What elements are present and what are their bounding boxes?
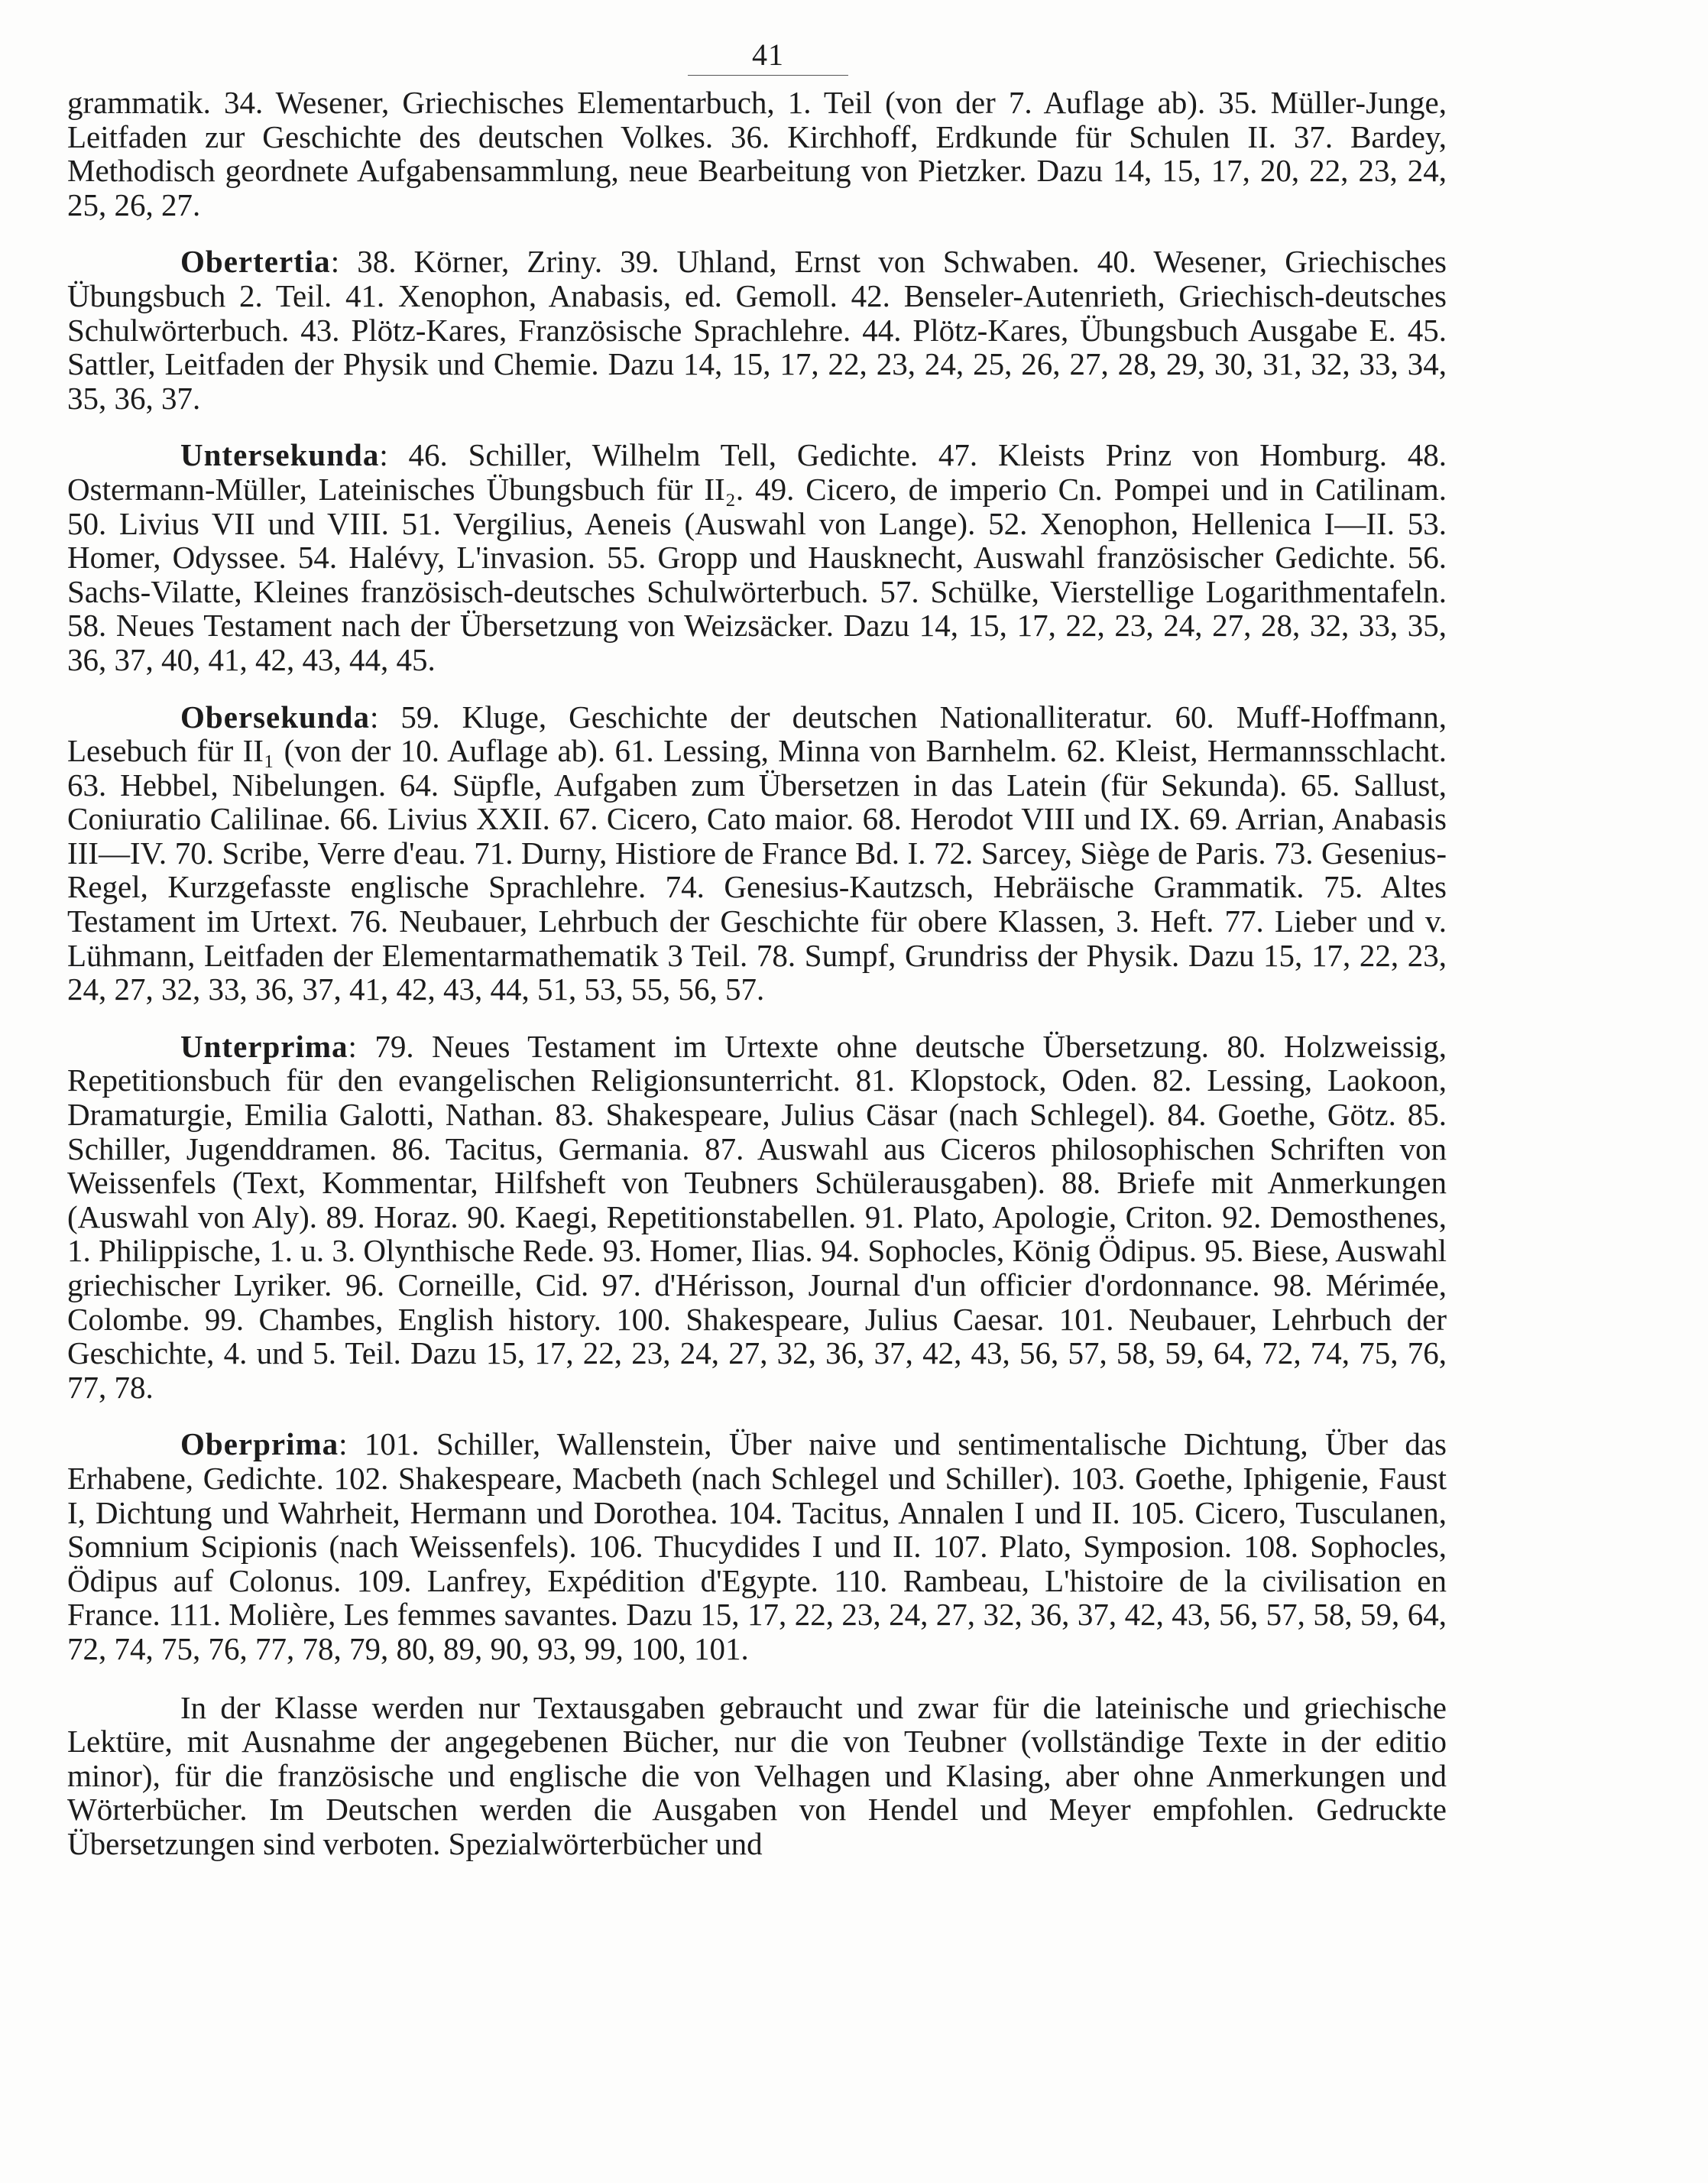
section-heading: Obersekunda xyxy=(180,699,370,735)
section-oberprima xyxy=(67,1427,1447,1666)
section-heading: Untersekunda xyxy=(180,437,380,473)
section-heading: Unterprima xyxy=(180,1028,348,1064)
body-text xyxy=(67,86,1447,1861)
section-obertertia xyxy=(67,245,1447,415)
section-unterprima xyxy=(67,1030,1447,1405)
section-untersekunda xyxy=(67,438,1447,676)
section-text: : 46. Schiller, Wilhelm Tell, Gedichte. 47. Kleists Prinz von Homburg. 48. Ostermann-Müller, Lateinisches Übungsbuch für II₂. 49. Cicero, de imperio Cn. Pompei und in Catilinam. 50. Livius VII und VIII. 51. Vergilius, Aeneis (Auswahl von Lange). 52. Xenophon, Hellenica I—II. 53. Homer, Odyssee. 54. Halévy, L'invasion. 55. Gropp und Hausknecht, Auswahl französischer Gedichte. 56. Sachs-Vilatte, Kleines französisch-deutsches Schulwörterbuch. 57. Schülke, Vierstellige Logarithmentafeln. 58. Neues Testament nach der Übersetzung von Weizsäcker. Dazu 14, 15, 17, 22, 23, 24, 27, 28, 32, 33, 35, 36, 37, 40, 41, 42, 43, 44, 45. xyxy=(67,437,1447,677)
section-heading: Oberprima xyxy=(180,1426,339,1462)
section-heading: Obertertia xyxy=(180,244,331,280)
section-text: : 79. Neues Testament im Urtexte ohne deutsche Übersetzung. 80. Holzweissig, Repetitionsbuch für den evangelischen Religionsunterricht. 81. Klopstock, Oden. 82. Lessing, Laokoon, Dramaturgie, Emilia Galotti, Nathan. 83. Shakespeare, Julius Cäsar (nach Schlegel). 84. Goethe, Götz. 85. Schiller, Jugenddramen. 86. Tacitus, Germania. 87. Auswahl aus Ciceros philosophischen Schriften von Weissenfels (Text, Kommentar, Hilfsheft von Teubners Schülerausgaben). 88. Briefe mit Anmerkungen (Auswahl von Aly). 89. Horaz. 90. Kaegi, Repetitionstabellen. 91. Plato, Apologie, Criton. 92. Demosthenes, 1. Philippische, 1. u. 3. Olynthische Rede. 93. Homer, Ilias. 94. Sophocles, König Ödipus. 95. Biese, Auswahl griechischer Lyriker. 96. Corneille, Cid. 97. d'Hérisson, Journal d'un officier d'ordonnance. 98. Mérimée, Colombe. 99. Chambes, English history. 100. Shakespeare, Julius Caesar. 101. Neubauer, Lehrbuch der Geschichte, 4. und 5. Teil. Dazu 15, 17, 22, 23, 24, 27, 32, 36, 37, 42, 43, 56, 57, 58, 59, 64, 72, 74, 75, 76, 77, 78. xyxy=(67,1028,1447,1405)
section-text: : 59. Kluge, Geschichte der deutschen Nationalliteratur. 60. Muff-Hoffmann, Lesebuch für II₁ (von der 10. Auflage ab). 61. Lessing, Minna von Barnhelm. 62. Kleist, Hermannsschlacht. 63. Hebbel, Nibelungen. 64. Süpfle, Aufgaben zum Übersetzen in das Latein (für Sekunda). 65. Sallust, Coniuratio Calilinae. 66. Livius XXII. 67. Cicero, Cato maior. 68. Herodot VIII und IX. 69. Arrian, Anabasis III—IV. 70. Scribe, Verre d'eau. 71. Durny, Histiore de France Bd. I. 72. Sarcey, Siège de Paris. 73. Gesenius-Regel, Kurzgefasste englische Sprachlehre. 74. Genesius-Kautzsch, Hebräische Grammatik. 75. Altes Testament im Urtext. 76. Neubauer, Lehrbuch der Geschichte für obere Klassen, 3. Heft. 77. Lieber und v. Lühmann, Leitfaden der Elementarmathematik 3 Teil. 78. Sumpf, Grundriss der Physik. Dazu 15, 17, 22, 23, 24, 27, 32, 33, 36, 37, 41, 42, 43, 44, 51, 53, 55, 56, 57. xyxy=(67,699,1447,1007)
intro-paragraph: grammatik. 34. Wesener, Griechisches Elementarbuch, 1. Teil (von der 7. Auflage ab). 35. Müller-Junge, Leitfaden zur Geschichte des deutschen Volkes. 36. Kirchhoff, Erdkunde für Schulen II. 37. Bardey, Methodisch geordnete Aufgabensammlung, neue Bearbeitung von Pietzker. Dazu 14, 15, 17, 20, 22, 23, 24, 25, 26, 27. xyxy=(67,85,1447,222)
section-text: : 38. Körner, Zriny. 39. Uhland, Ernst von Schwaben. 40. Wesener, Griechisches Übungsbuch 2. Teil. 41. Xenophon, Anabasis, ed. Gemoll. 42. Benseler-Autenrieth, Griechisch-deutsches Schulwörterbuch. 43. Plötz-Kares, Französische Sprachlehre. 44. Plötz-Kares, Übungsbuch Ausgabe E. 45. Sattler, Leitfaden der Physik und Chemie. Dazu 14, 15, 17, 22, 23, 24, 25, 26, 27, 28, 29, 30, 31, 32, 33, 34, 35, 36, 37. xyxy=(67,244,1447,416)
closing-paragraph: In der Klasse werden nur Textausgaben gebraucht und zwar für die lateinische und griechische Lektüre, mit Ausnahme der angegebenen Bücher, nur die von Teubner (vollständige Texte in der editio minor), für die französische und englische die von Velhagen und Klasing, aber ohne Anmerkungen und Wörterbücher. Im Deutschen werden die Ausgaben von Hendel und Meyer empfohlen. Gedruckte Übersetzungen sind verboten. Spezialwörterbücher und xyxy=(67,1689,1447,1861)
section-text: : 101. Schiller, Wallenstein, Über naive und sentimentalische Dichtung, Über das Erhabene, Gedichte. 102. Shakespeare, Macbeth (nach Schlegel und Schiller). 103. Goethe, Iphigenie, Faust I, Dichtung und Wahrheit, Hermann und Dorothea. 104. Tacitus, Annalen I und II. 105. Cicero, Tusculanen, Somnium Scipionis (nach Weissenfels). 106. Thucydides I und II. 107. Plato, Symposion. 108. Sophocles, Ödipus auf Colonus. 109. Lanfrey, Expédition d'Egypte. 110. Rambeau, L'histoire de la civilisation en France. 111. Molière, Les femmes savantes. Dazu 15, 17, 22, 23, 24, 27, 32, 36, 37, 42, 43, 56, 57, 58, 59, 64, 72, 74, 75, 76, 77, 78, 79, 80, 89, 90, 93, 99, 100, 101. xyxy=(67,1426,1447,1666)
header-rule xyxy=(688,75,848,76)
page-number: 41 xyxy=(752,37,784,72)
section-obersekunda xyxy=(67,700,1447,1007)
